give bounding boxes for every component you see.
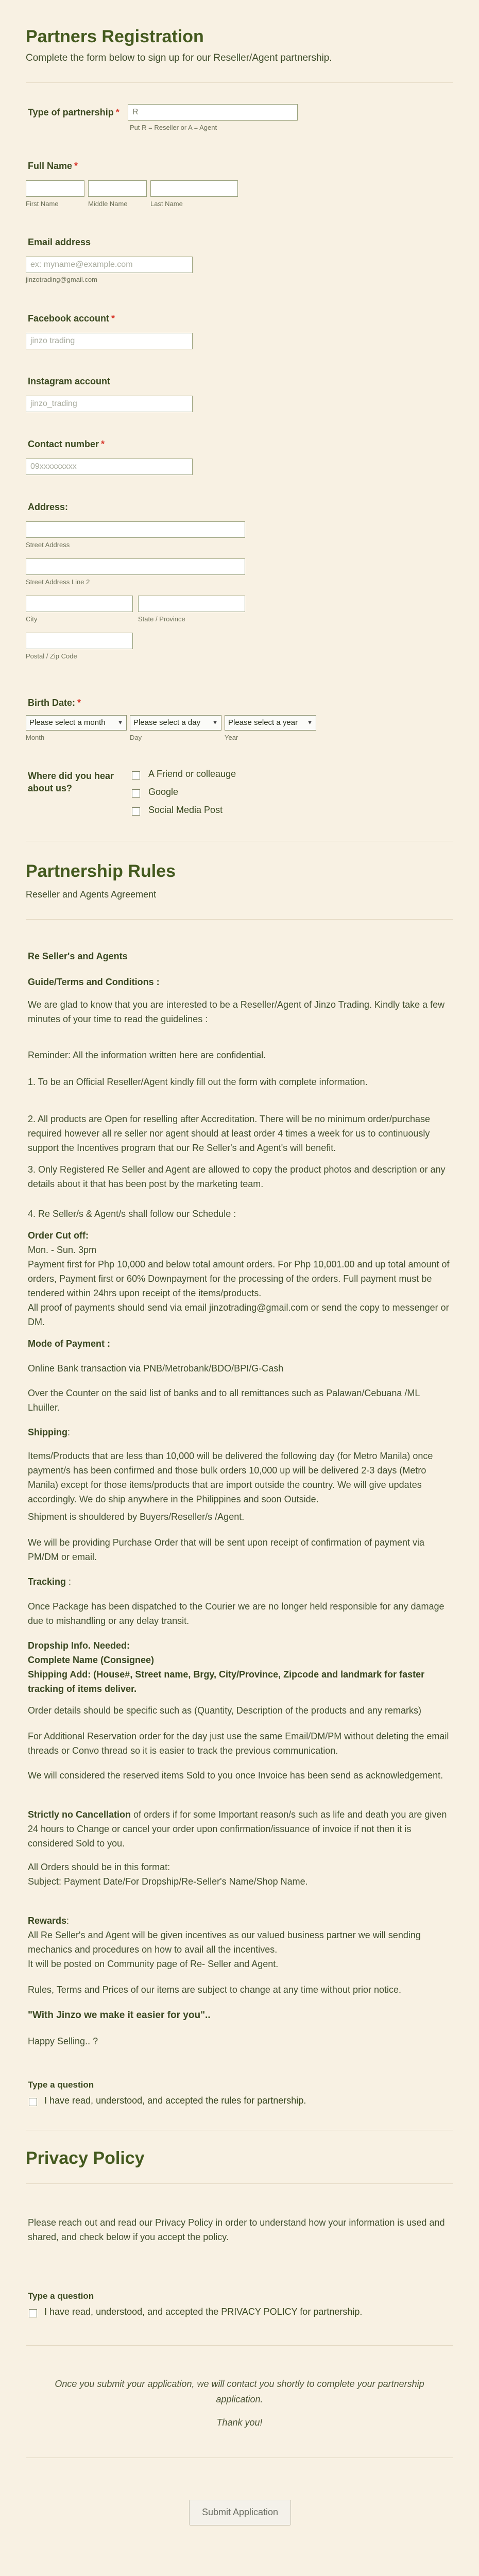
closing-thanks: Thank you! [216, 2417, 263, 2428]
cutoff-proof: All proof of payments should send via email jinzotrading@gmail.com or send the copy to messenger or DM. [28, 1302, 449, 1327]
shipping-delivery: Items/Products that are less than 10,000 will be delivered the following day (for Metro Manila) once payment/s has been confirmed and those bulk orders 10,000 up will be delivered 2-3 days (Metro Manila) except for those items/products that are import outside the country. We will give updates accordingly. We do ship anywhere in the Philippines and soon Outside. [28, 1451, 433, 1504]
chevron-down-icon: ▼ [307, 720, 313, 726]
hear-option-friend[interactable]: A Friend or colleauge [148, 769, 236, 779]
rules-accept-checkbox[interactable] [29, 2098, 37, 2106]
slogan: "With Jinzo we make it easier for you".. [28, 2010, 211, 2021]
shipping-title: Shipping: [28, 1427, 70, 1437]
street2-input[interactable] [26, 558, 245, 575]
state-sublabel: State / Province [138, 615, 185, 623]
privacy-accept-checkbox[interactable] [29, 2309, 37, 2317]
rules-title: Partnership Rules [26, 861, 176, 881]
cutoff-title: Order Cut off: [28, 1230, 89, 1241]
city-sublabel: City [26, 615, 38, 623]
month-sublabel: Month [26, 734, 45, 741]
street2-sublabel: Street Address Line 2 [26, 578, 90, 586]
partnership-label: Type of partnership * [28, 107, 119, 117]
partnership-input[interactable]: R [128, 104, 298, 121]
day-sublabel: Day [130, 734, 142, 741]
dropship-address: Shipping Add: (House#, Street name, Brgy, City/Province, Zipcode and landmark for faster tracking of items deliver. [28, 1669, 425, 1694]
change-notice: Rules, Terms and Prices of our items are subject to change at any time without prior notice. [28, 1985, 402, 1995]
format-subject: Subject: Payment Date/For Dropship/Re-Seller's Name/Shop Name. [28, 1876, 308, 1887]
payment-counter: Over the Counter on the said list of banks and to all remittances such as Palawan/Cebuana /ML Lhuiller. [28, 1388, 420, 1413]
chevron-down-icon: ▼ [117, 720, 123, 726]
middle-name-input[interactable] [88, 180, 147, 197]
contact-input[interactable]: 09xxxxxxxxx [26, 459, 193, 475]
email-label: Email address [28, 237, 91, 247]
guide-title: Guide/Terms and Conditions : [28, 977, 160, 987]
divider [26, 2183, 453, 2184]
dropship-title: Dropship Info. Needed: [28, 1640, 130, 1651]
rule-1: 1. To be an Official Reseller/Agent kindly fill out the form with complete information. [28, 1077, 368, 1087]
postal-sublabel: Postal / Zip Code [26, 652, 77, 660]
rule-2: 2. All products are Open for reselling after Accreditation. There will be no minimum order/purchase required however all re seller nor agent should at least order 4 times a week for us to continuously support the Incentives program that our Re Seller's and Agent's will benefit. [28, 1114, 431, 1153]
privacy-accept-text[interactable]: I have read, understood, and accepted the PRIVACY POLICY for partnership. [44, 2307, 363, 2317]
chevron-down-icon: ▼ [212, 720, 218, 726]
hear-option-social-checkbox[interactable] [132, 807, 140, 816]
order-details: Order details should be specific such as (Quantity, Description of the products and any remarks) [28, 1705, 422, 1716]
rules-subtitle: Reseller and Agents Agreement [26, 889, 157, 900]
partnership-hint: Put R = Reseller or A = Agent [130, 124, 217, 131]
divider [26, 919, 453, 920]
address-label: Address: [28, 502, 69, 512]
closing-message: Once you submit your application, we will contact you shortly to complete your partnership application. [55, 2379, 424, 2404]
rule-4: 4. Re Seller/s & Agent/s shall follow our Schedule : [28, 1209, 236, 1219]
middle-name-sublabel: Middle Name [88, 200, 128, 208]
last-name-sublabel: Last Name [150, 200, 183, 208]
rewards-title: Rewards: [28, 1916, 70, 1926]
first-name-sublabel: First Name [26, 200, 59, 208]
instagram-input[interactable]: jinzo_trading [26, 396, 193, 412]
hear-option-google-checkbox[interactable] [132, 789, 140, 798]
street-input[interactable] [26, 521, 245, 538]
hear-option-google[interactable]: Google [148, 787, 179, 797]
year-sublabel: Year [225, 734, 238, 741]
sold-text: We will considered the reserved items Sold to you once Invoice has been send as acknowledgement. [28, 1770, 443, 1781]
year-select[interactable]: Please select a year ▼ [225, 715, 316, 731]
privacy-text: Please reach out and read our Privacy Policy in order to understand how your information is used and shared, and check below if you accept the policy. [28, 2217, 445, 2242]
facebook-label: Facebook account * [28, 313, 115, 324]
hear-label: Where did you hear about us? [28, 771, 114, 794]
email-input[interactable]: ex: myname@example.com [26, 257, 193, 273]
tracking-text: Once Package has been dispatched to the Courier we are no longer held responsible for any damage due to mishandling or any delay transit. [28, 1601, 444, 1626]
full-name-label: Full Name * [28, 161, 78, 171]
hear-option-social[interactable]: Social Media Post [148, 805, 223, 815]
rules-accept-text[interactable]: I have read, understood, and accepted the rules for partnership. [44, 2095, 306, 2106]
email-hint: jinzotrading@gmail.com [26, 276, 97, 283]
reservation-text: For Additional Reservation order for the day just use the same Email/DM/PM without deleting the email threads or Convo thread so it is easier to track the previous communication. [28, 1731, 449, 1756]
hear-option-friend-checkbox[interactable] [132, 771, 140, 779]
postal-input[interactable] [26, 633, 133, 649]
submit-button[interactable]: Submit Application [189, 2500, 291, 2526]
contact-label: Contact number * [28, 439, 105, 449]
last-name-input[interactable] [150, 180, 238, 197]
rewards-post: It will be posted on Community page of Re- Seller and Agent. [28, 1959, 279, 1969]
format-title: All Orders should be in this format: [28, 1862, 170, 1872]
rule-3: 3. Only Registered Re Seller and Agent are allowed to copy the product photos and description or any details about it that has been post by the marketing team. [28, 1164, 446, 1189]
state-input[interactable] [138, 596, 245, 612]
instagram-label: Instagram account [28, 376, 111, 386]
city-input[interactable] [26, 596, 133, 612]
happy-selling: Happy Selling.. ? [28, 2036, 98, 2046]
form-title: Partners Registration [26, 27, 204, 46]
form-subtitle: Complete the form below to sign up for our Reseller/Agent partnership. [26, 53, 332, 63]
street-sublabel: Street Address [26, 541, 70, 549]
payment-online: Online Bank transaction via PNB/Metrobank/BDO/BPI/G-Cash [28, 1363, 284, 1374]
rules-reminder: Reminder: All the information written here are confidential. [28, 1050, 266, 1060]
birth-label: Birth Date: * [28, 698, 81, 708]
cutoff-days: Mon. - Sun. 3pm [28, 1245, 97, 1255]
cancellation-text: Strictly no Cancellation of orders if for some Important reason/s such as life and death you are given 24 hours to Change or cancel your order upon confirmation/issuance of invoice if not then it is considered Sold to you. [28, 1809, 447, 1849]
divider [26, 82, 453, 83]
divider [26, 2345, 453, 2346]
tracking-title: Tracking : [28, 1577, 72, 1587]
dropship-name: Complete Name (Consignee) [28, 1655, 155, 1665]
privacy-question-label: Type a question [28, 2291, 94, 2301]
shipping-cost: Shipment is shouldered by Buyers/Reseller/s /Agent. [28, 1512, 245, 1522]
cutoff-payment: Payment first for Php 10,000 and below total amount orders. For Php 10,001.00 and up total amount of orders, Payment first or 60% Downpayment for the processing of the orders. Full payment must be tendered within 24hrs upon receipt of the items/products. [28, 1259, 450, 1298]
rules-intro: We are glad to know that you are interested to be a Reseller/Agent of Jinzo Trading. Kindly take a few minutes of your time to read the guidelines : [28, 999, 445, 1024]
privacy-title: Privacy Policy [26, 2148, 145, 2168]
day-select[interactable]: Please select a day ▼ [130, 715, 221, 731]
shipping-po: We will be providing Purchase Order that will be sent upon receipt of confirmation of payment via PM/DM or email. [28, 1537, 425, 1562]
rules-heading: Re Seller's and Agents [28, 951, 128, 961]
payment-title: Mode of Payment : [28, 1338, 111, 1349]
rewards-text: All Re Seller's and Agent will be given incentives as our valued business partner we will sending mechanics and procedures on how to avail all the incentives. [28, 1930, 421, 1955]
first-name-input[interactable] [26, 180, 84, 197]
month-select[interactable]: Please select a month ▼ [26, 715, 127, 731]
facebook-input[interactable]: jinzo trading [26, 333, 193, 349]
rules-question-label: Type a question [28, 2080, 94, 2090]
